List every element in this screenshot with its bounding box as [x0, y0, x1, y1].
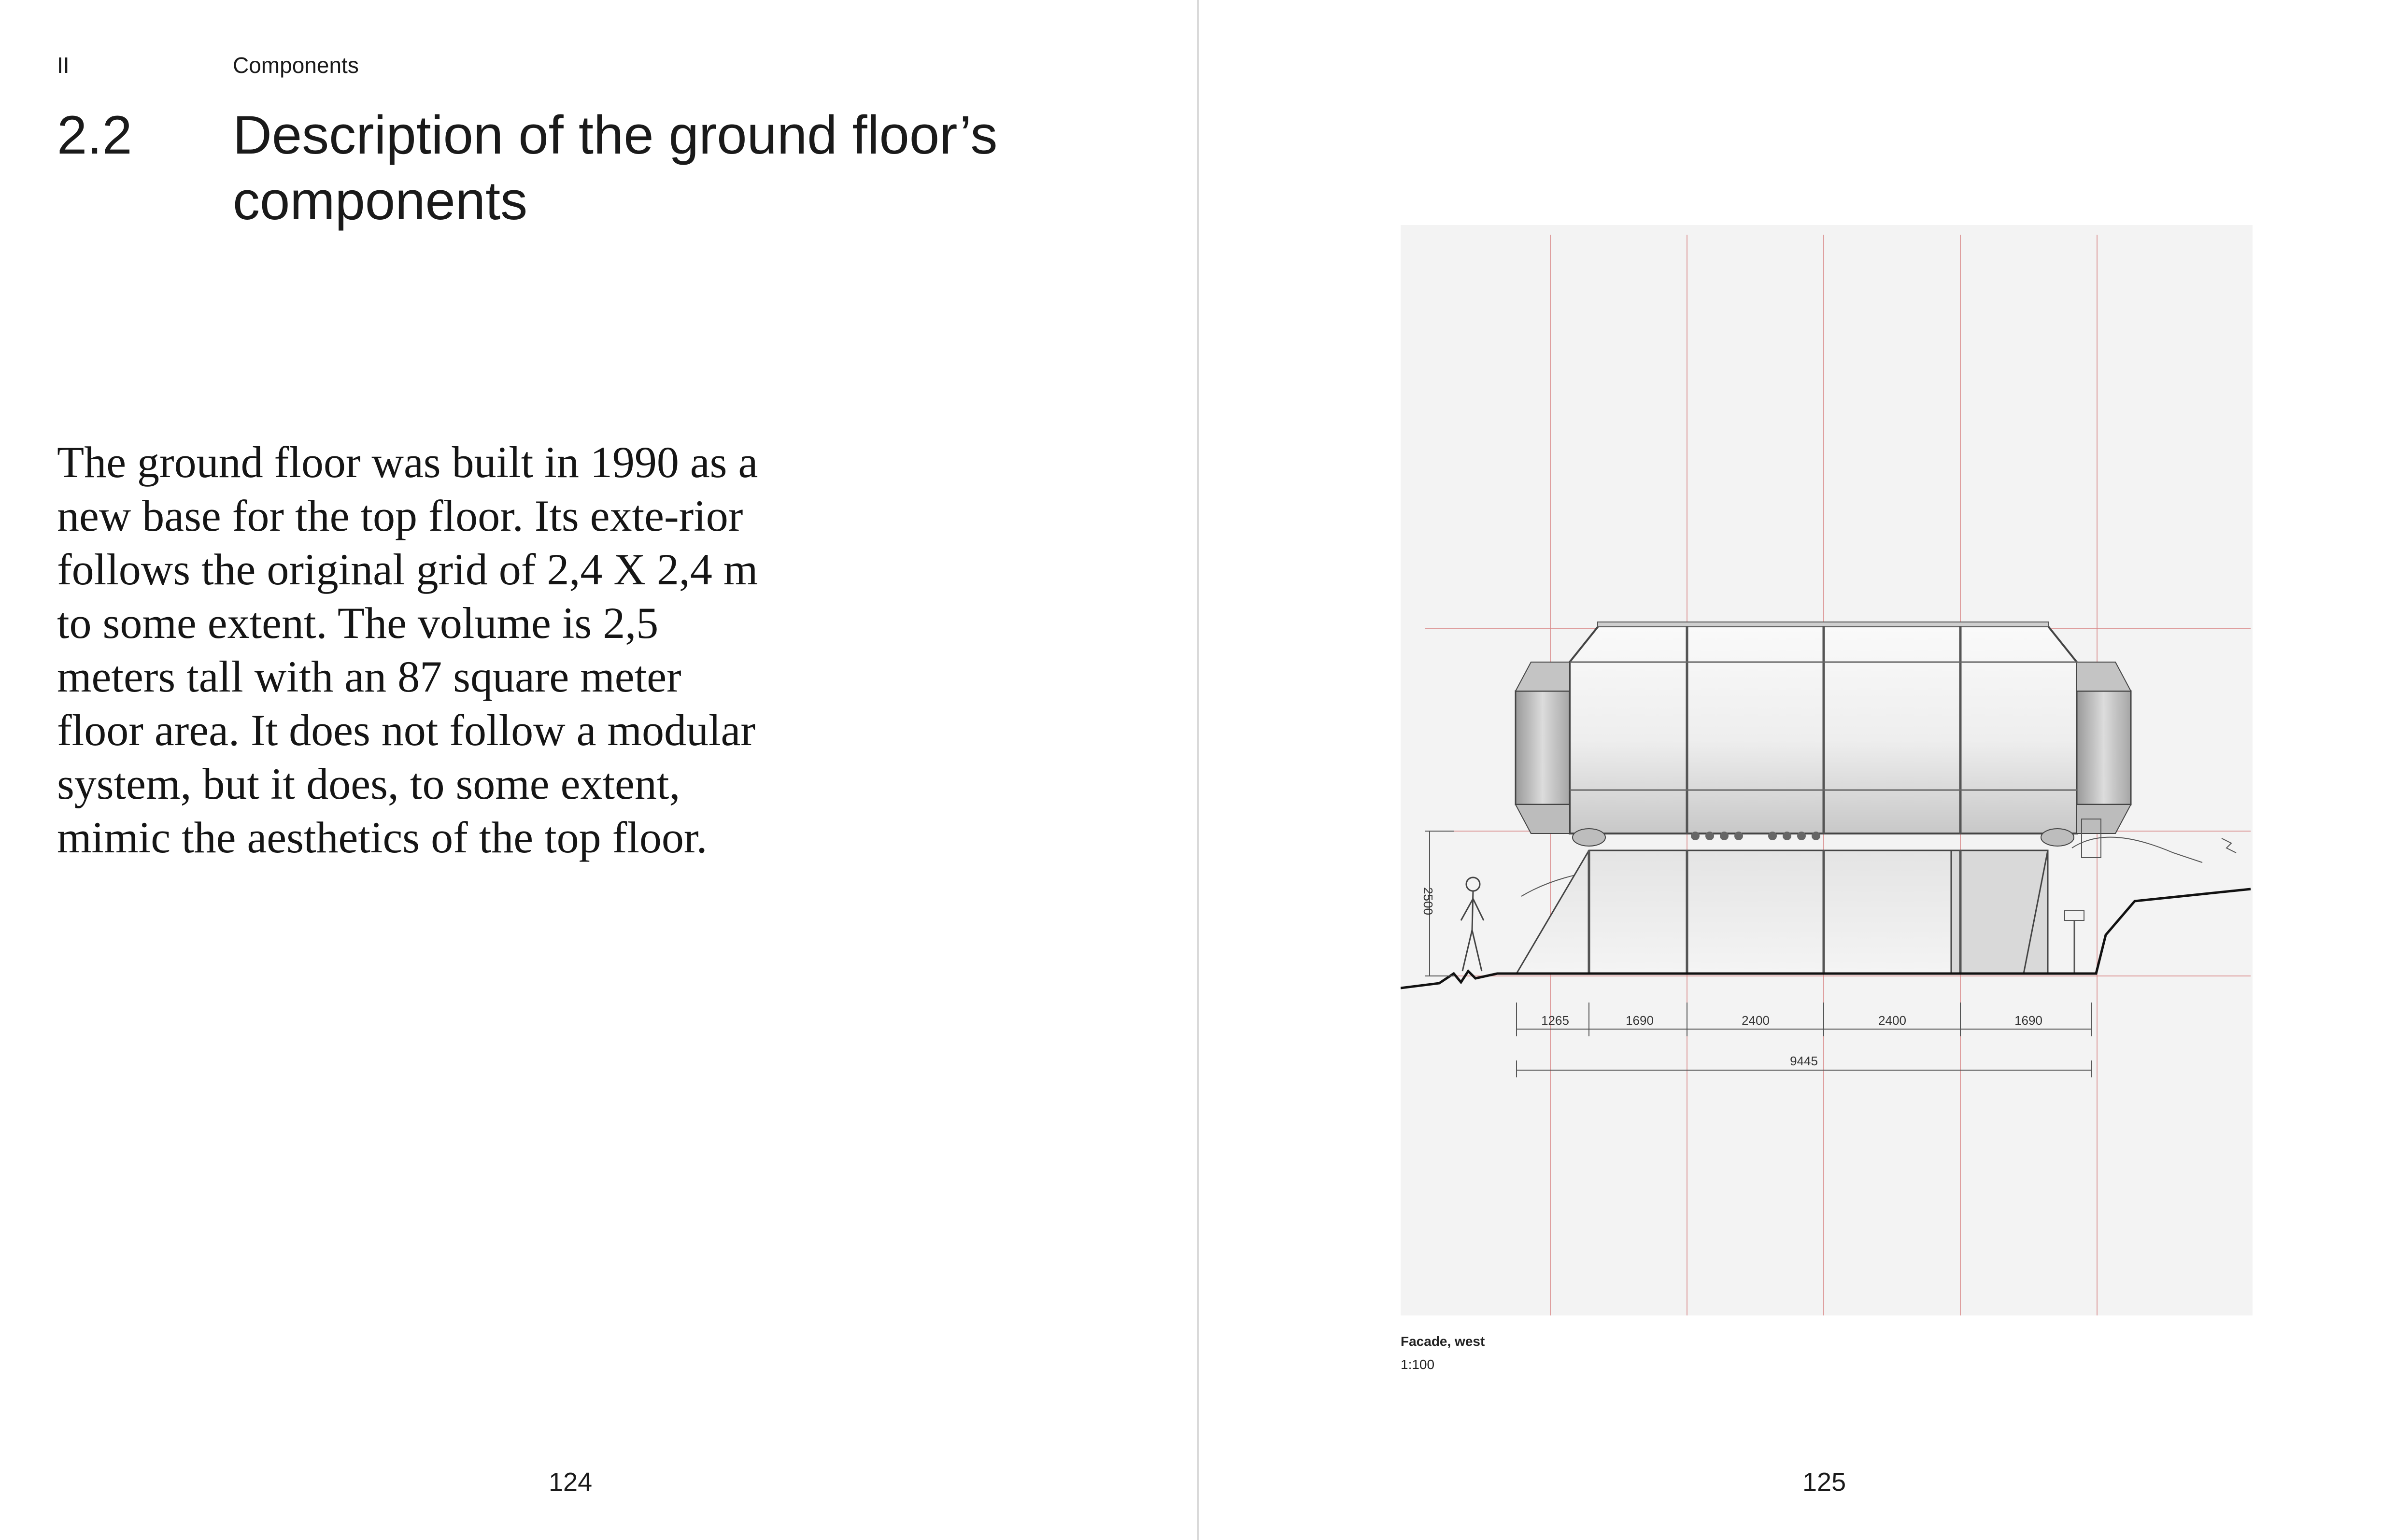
section-title: Description of the ground floor’s components: [233, 105, 998, 231]
total-dimension-label: 9445: [1790, 1054, 1818, 1068]
section-number: 2.2: [57, 105, 132, 165]
bay-dimension-label: 1265: [1541, 1013, 1569, 1028]
page-number-right: 125: [1802, 1468, 1846, 1497]
figure-caption-scale: 1:100: [1401, 1357, 1435, 1372]
human-scale-figure: [1461, 877, 1484, 971]
bay-dimension-label: 2400: [1878, 1013, 1906, 1028]
running-head-title: Components: [233, 53, 359, 78]
left-page: [0, 0, 1197, 1540]
figure-caption-title: Facade, west: [1401, 1334, 1485, 1349]
bay-dimension-label: 1690: [2014, 1013, 2042, 1028]
upper-module: [1516, 622, 2131, 846]
right-page: [1199, 0, 2396, 1540]
body-paragraph: The ground floor was built in 1990 as a new base for the top floor. Its exte-rior follows the original grid of 2,4 X 2,4 m to some extent. The volume is 2,5 meters tall with an 87 square meter floor area. It does not follow a modular system, but it does, to some extent, mimic the aesthetics of the top floor.: [57, 438, 758, 862]
bay-dimension-label: 1690: [1626, 1013, 1654, 1028]
running-head-number: II: [57, 53, 70, 78]
facade-drawing: [1401, 225, 2253, 1315]
bay-dimension-line: [1517, 1003, 2091, 1036]
height-dimension-label: 2500: [1421, 887, 1435, 915]
lower-module: [1517, 819, 2101, 974]
bay-dimension-label: 2400: [1742, 1013, 1770, 1028]
page-number-left: 124: [549, 1468, 593, 1497]
